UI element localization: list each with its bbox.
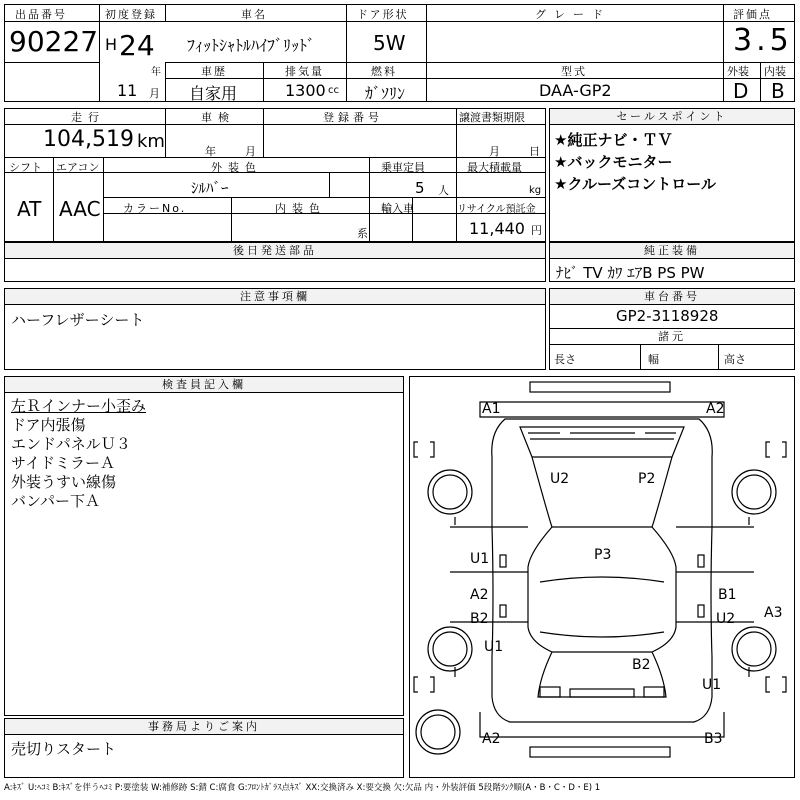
mark-right-rear-b: B1 [718, 587, 737, 603]
mark-front-right: A2 [706, 401, 725, 417]
inspection-month-unit: 月 [245, 145, 256, 158]
inspector-remarks-list [11, 397, 146, 511]
door-value: 5W [373, 31, 406, 55]
mark-right-side: A3 [764, 605, 783, 621]
transfer-month-unit: 月 [489, 145, 500, 158]
height-label: 高さ [724, 353, 746, 366]
history-value: 自家用 [189, 84, 238, 103]
capacity-unit: 人 [438, 184, 449, 197]
exterior-grade-label: 外装 [727, 65, 749, 78]
genuine-equipment-box [549, 242, 795, 282]
later-parts-title: 後日発送部品 [5, 243, 545, 259]
mark-left-front-door: U1 [470, 551, 490, 567]
mark-right-rear-wheel: U1 [702, 677, 722, 693]
month-unit: 月 [149, 87, 160, 100]
width-label: 幅 [648, 353, 659, 366]
registration-year: 24 [119, 29, 155, 62]
inspector-remark-line: バンパー下Ａ [11, 492, 100, 510]
inspector-remarks-box [4, 376, 404, 716]
mark-hood-left: U2 [550, 471, 570, 487]
notes-value: ハーフレザーシート [11, 311, 145, 329]
notes-box [4, 288, 546, 370]
chassis-box [549, 288, 795, 370]
office-notice-value: 売切りスタート [11, 740, 117, 758]
model-value: DAA-GP2 [539, 81, 612, 100]
sales-point-item: ★クルーズコントロール [554, 175, 716, 193]
score-value: 3.5 [733, 23, 793, 58]
vehicle-details-block [4, 108, 546, 242]
genuine-equipment-title: 純正装備 [550, 243, 794, 259]
inspection-year-unit: 年 [205, 145, 216, 158]
transfer-day-unit: 日 [529, 145, 540, 158]
inspector-remark-line: サイドミラーＡ [11, 454, 115, 472]
inspector-remark-line: エンドパネルＵ３ [11, 435, 131, 453]
recycle-value: 11,440 [469, 219, 525, 238]
score-label: 評価点 [733, 8, 772, 21]
capacity-value: 5 [415, 179, 425, 197]
sales-points-box [549, 108, 795, 242]
grade-label: グレード [535, 8, 611, 21]
dimensions-title: 諸元 [550, 329, 794, 345]
genuine-equipment-value: ﾅﾋﾞ TV ｶﾜ ｴｱB PS PW [556, 264, 705, 282]
interior-color-label: 内装色 [275, 202, 326, 215]
mileage-value: 104,519 [43, 127, 134, 152]
interior-grade-label: 内装 [764, 65, 786, 78]
mark-hood-right: P2 [638, 471, 656, 487]
sales-point-item: ★バックモニター [554, 153, 673, 171]
plate-label: 登録番号 [323, 111, 383, 124]
notes-title: 注意事項欄 [5, 289, 545, 305]
displacement-label: 排気量 [285, 65, 324, 78]
shift-value: AT [17, 197, 42, 221]
mark-right-rear-u: U2 [716, 611, 736, 627]
interior-grade: B [771, 79, 785, 103]
office-notice-box [4, 718, 404, 778]
color-number-label: カラーNo. [123, 202, 187, 215]
door-label: ドア形状 [357, 8, 409, 21]
transfer-deadline-label: 譲渡書類期限 [459, 111, 525, 124]
model-label: 型式 [561, 65, 587, 78]
ac-value: AAC [59, 197, 101, 221]
car-name: ﾌｨｯﾄｼｬﾄﾙﾊｲﾌﾞﾘｯﾄﾞ [187, 36, 316, 55]
shift-label: シフト [9, 161, 42, 174]
header-block [4, 4, 795, 102]
fuel-label: 燃料 [371, 65, 397, 78]
footer-legend: A:ｷｽﾞ U:ﾍｺﾐ B:ｷｽﾞを伴うﾍｺﾐ P:要塗装 W:補修跡 S:錆 C:腐食 G:ﾌﾛﾝﾄｶﾞﾗｽ点ｷｽﾞ XX:交換済み X:要交換 欠:欠品 内・外装評価 5段階ﾗﾝｸ順(A・B・C・D・E) 1 [4, 783, 601, 793]
recycle-unit: 円 [531, 224, 542, 237]
interior-color-unit: 系 [357, 227, 368, 240]
office-notice-title: 事務局よりご案内 [5, 719, 403, 735]
exterior-color-value: ｼﾙﾊﾞｰ [191, 179, 229, 197]
first-registration-label: 初度登録 [105, 8, 157, 21]
inspector-remark-line: 外装うすい線傷 [11, 473, 117, 491]
length-label: 長さ [554, 353, 576, 366]
displacement-value: 1300 [285, 81, 326, 100]
mark-rear-right: B3 [704, 731, 723, 747]
recycle-label: リサイクル預託金 [457, 204, 536, 215]
inspector-remark-line: ドア内張傷 [11, 416, 86, 434]
max-load-label: 最大積載量 [467, 161, 522, 174]
capacity-label: 乗車定員 [381, 161, 425, 174]
lot-number: 90227 [9, 25, 99, 58]
chassis-title: 車台番号 [550, 289, 794, 305]
lot-number-label: 出品番号 [15, 8, 67, 21]
mark-rear-left: A2 [482, 731, 501, 747]
mark-trunk: B2 [632, 657, 651, 673]
history-label: 車歴 [201, 65, 227, 78]
sales-points-list [554, 129, 716, 195]
fuel-value: ｶﾞｿﾘﾝ [365, 84, 406, 103]
registration-month: 11 [117, 81, 138, 100]
exterior-grade: D [733, 79, 749, 103]
mark-left-rear-wheel: U1 [484, 639, 504, 655]
chassis-number: GP2-3118928 [616, 307, 719, 325]
later-parts-box [4, 242, 546, 282]
import-label: 輸入車 [381, 202, 414, 215]
ac-label: エアコン [56, 161, 100, 174]
car-name-label: 車名 [241, 8, 267, 21]
displacement-unit: cc [328, 85, 339, 96]
sales-point-item: ★純正ナビ・ＴＶ [554, 131, 673, 149]
damage-diagram-box [409, 376, 795, 778]
mark-left-rear-b: B2 [470, 611, 489, 627]
mileage-unit: km [137, 131, 165, 152]
mark-roof: P3 [594, 547, 612, 563]
car-damage-diagram [410, 377, 794, 777]
inspection-label: 車検 [201, 111, 235, 124]
mileage-label: 走行 [71, 111, 105, 124]
exterior-color-label: 外装色 [211, 161, 262, 174]
max-load-unit: kg [529, 185, 542, 196]
sales-points-title: セールスポイント [550, 109, 794, 125]
mark-left-rear-a: A2 [470, 587, 489, 603]
era-letter: H [105, 35, 118, 54]
mark-front-left: A1 [482, 401, 501, 417]
inspector-remark-line: 左Ｒインナー小歪み [11, 397, 147, 415]
inspector-remarks-title: 検査員記入欄 [5, 377, 403, 393]
year-unit: 年 [151, 67, 161, 78]
